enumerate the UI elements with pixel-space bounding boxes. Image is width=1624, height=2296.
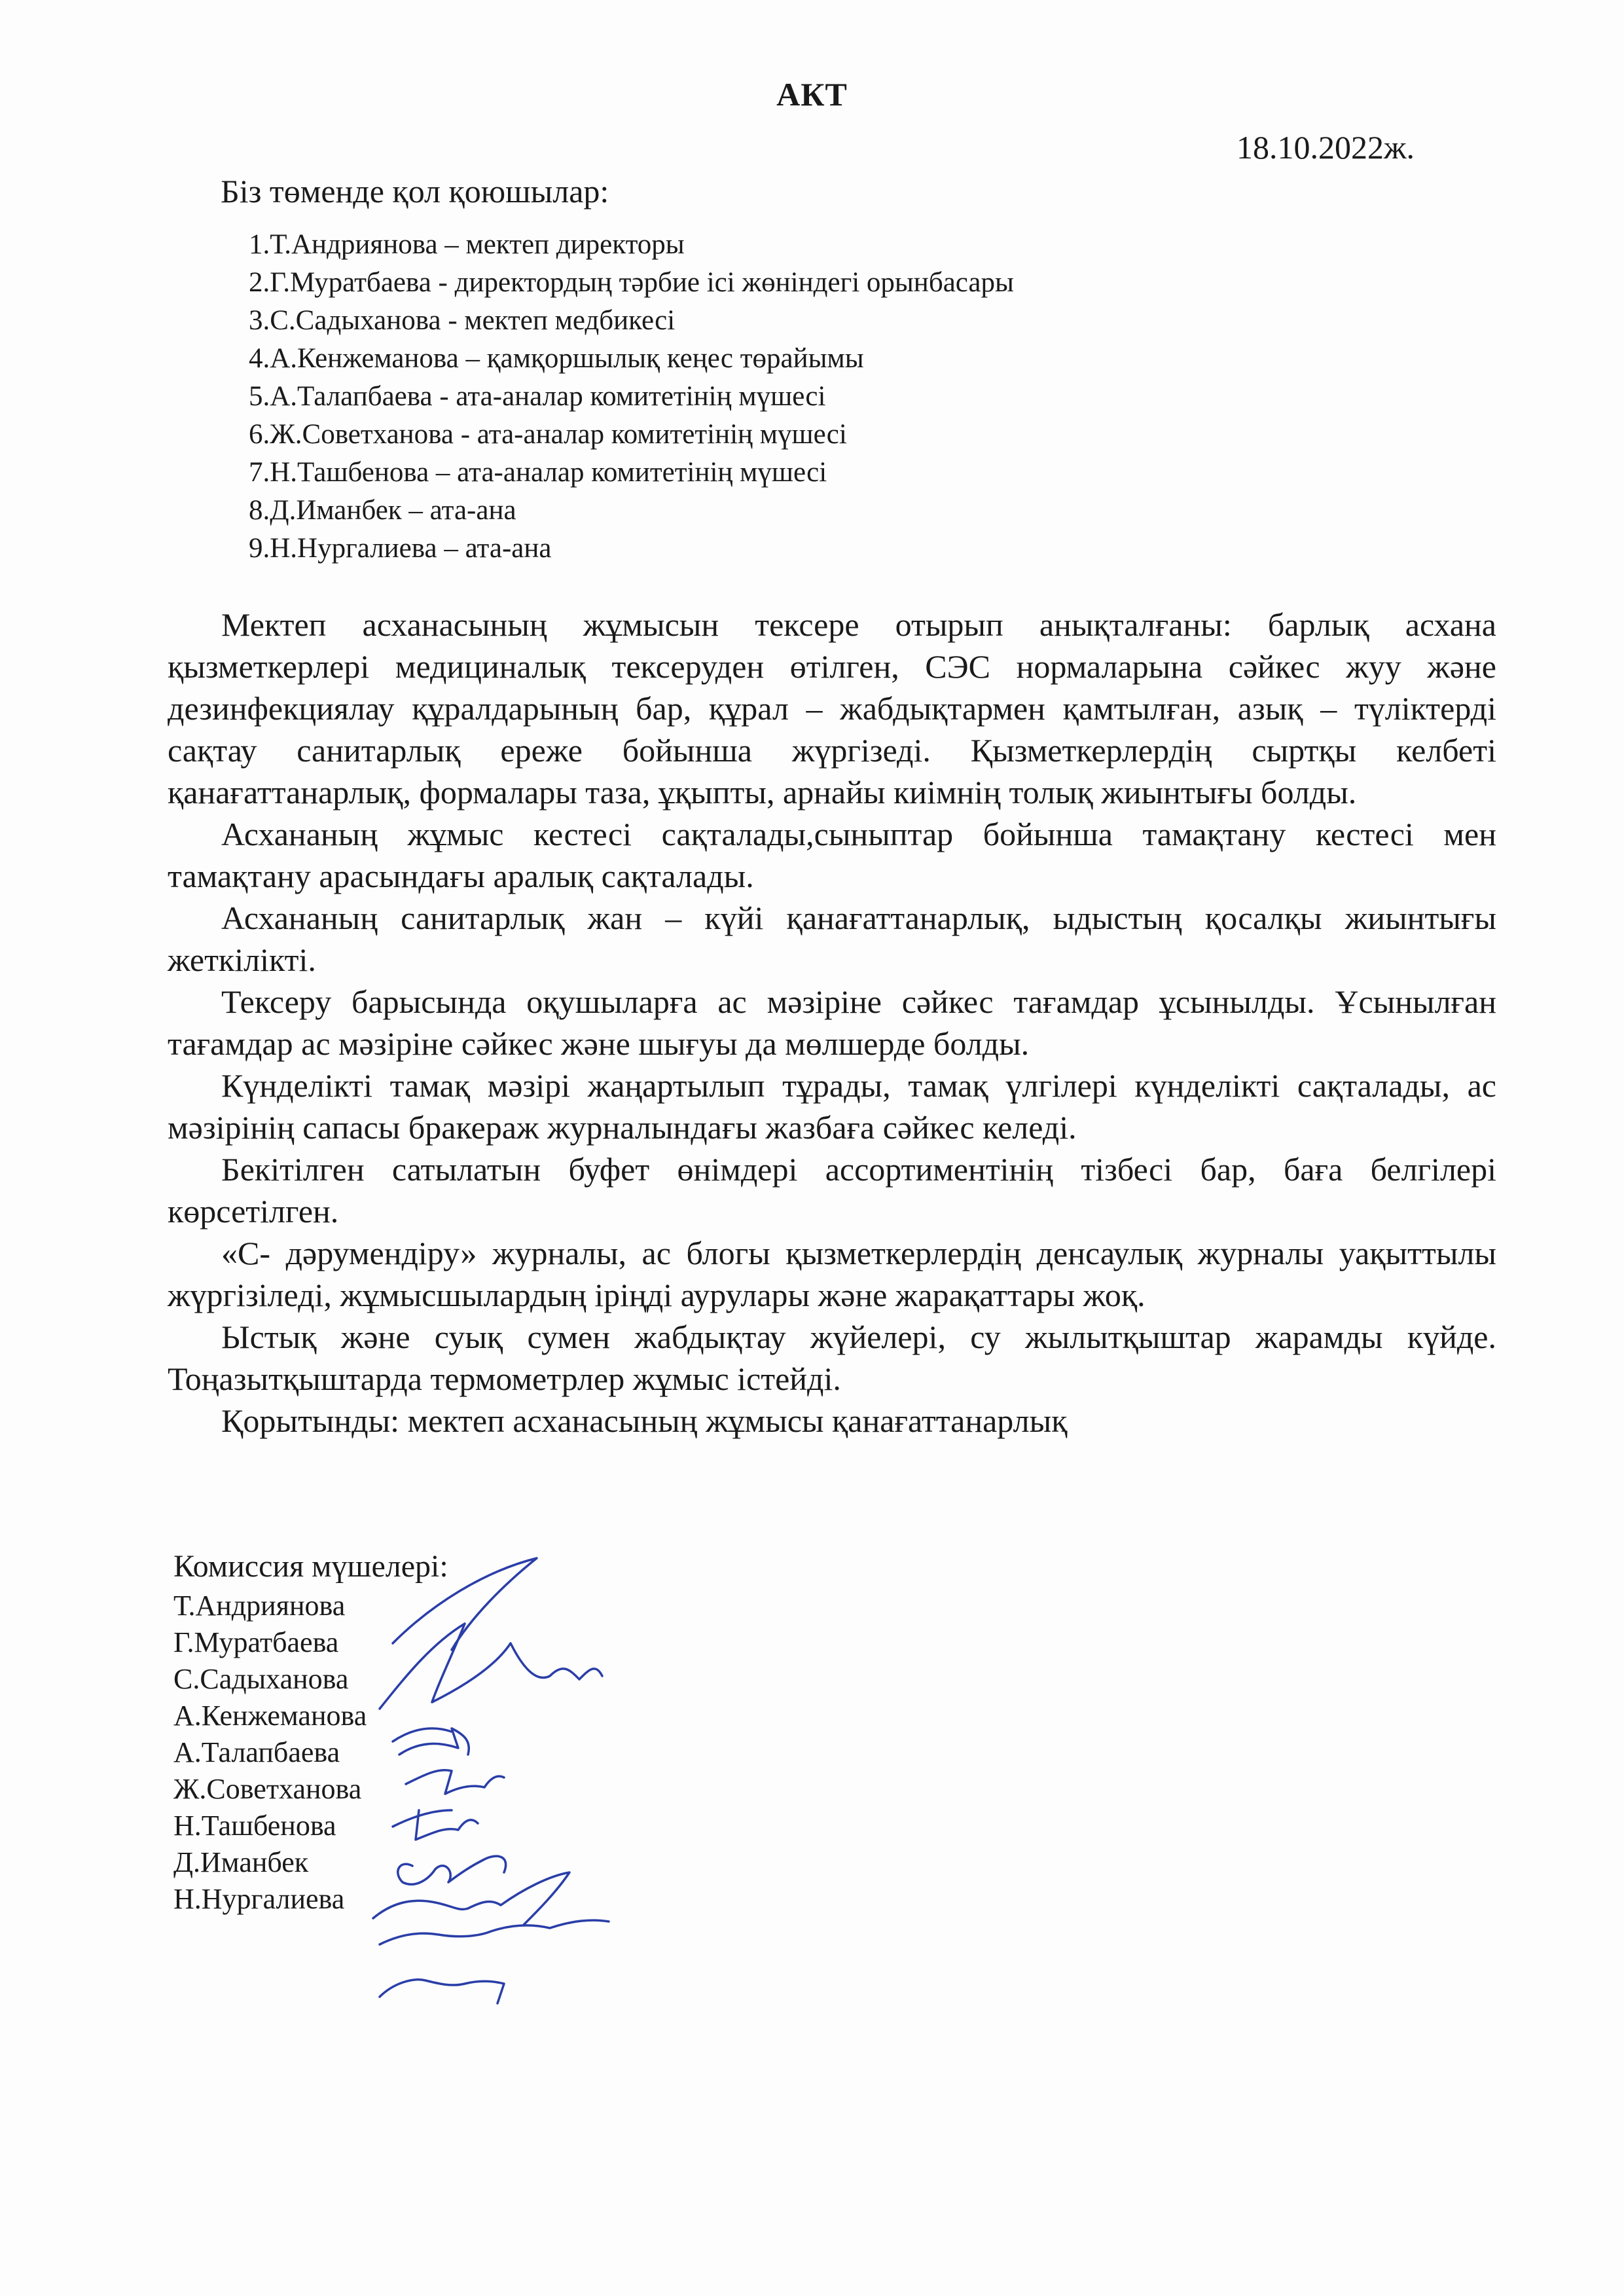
- commission-label: Комиссия мүшелері:: [173, 1549, 448, 1584]
- signature-1: [393, 1558, 537, 1650]
- document-title: АКТ: [776, 76, 848, 113]
- findings-paragraph: Асхананың санитарлық жан – күйі қанағаттанарлық, ыдыстың қосалқы жиынтығы жеткілікті.: [168, 900, 1496, 978]
- document-date: 18.10.2022ж.: [1236, 129, 1415, 166]
- commission-name: Г.Муратбаева: [173, 1626, 339, 1658]
- signature-3: [393, 1728, 469, 1755]
- findings-paragraph: «С- дәрумендіру» журналы, ас блогы қызметкерлердің денсаулық журналы уақыттылы жүргізіледі, жұмысшылардың іріңді аурулары және жарақаттары жоқ.: [168, 1235, 1496, 1313]
- intro-line: Біз төменде қол қоюшылар:: [221, 173, 609, 210]
- member-item: 8.Д.Иманбек – ата-ана: [249, 495, 516, 526]
- member-item: 9.Н.Нургалиева – ата-ана: [249, 533, 552, 564]
- signature-7: [373, 1872, 569, 1925]
- signature-9: [380, 1980, 504, 2003]
- members-list: [249, 226, 1014, 568]
- commission-name: А.Талапбаева: [173, 1736, 340, 1768]
- member-item: 2.Г.Муратбаева - директордың тәрбие ісі жөніндегі орынбасары: [249, 267, 1014, 298]
- member-item: 1.Т.Андриянова – мектеп директоры: [249, 229, 685, 260]
- conclusion-paragraph: Қорытынды: мектеп асханасының жұмысы қанағаттанарлық: [221, 1402, 1068, 1439]
- signatures-svg: [353, 1545, 628, 1964]
- findings-paragraph: Асхананың жұмыс кестесі сақталады,сыныптар бойынша тамақтану кестесі мен тамақтану арасындағы аралық сақталады.: [168, 816, 1496, 894]
- commission-name: С.Садыханова: [173, 1663, 349, 1695]
- member-item: 6.Ж.Советханова - ата-аналар комитетінің мүшесі: [249, 419, 847, 450]
- signature-2: [380, 1624, 602, 1709]
- signature-4: [406, 1770, 504, 1794]
- findings-paragraph: Күнделікті тамақ мәзірі жаңартылып тұрады, тамақ үлгілері күнделікті сақталады, ас мәзірінің сапасы бракераж журналындағы жазбаға сәйкес келеді.: [168, 1067, 1496, 1146]
- signature-6: [398, 1856, 506, 1884]
- findings-paragraph: Ыстық және суық сумен жабдықтау жүйелері, су жылытқыштар жарамды күйде. Тоңазытқыштарда термометрлер жұмыс істейді.: [168, 1319, 1496, 1397]
- member-item: 7.Н.Ташбенова – ата-аналар комитетінің мүшесі: [249, 457, 827, 488]
- member-item: 4.А.Кенжеманова – қамқоршылық кеңес төрайымы: [249, 343, 864, 374]
- commission-name: Д.Иманбек: [173, 1846, 309, 1878]
- commission-name: Т.Андриянова: [173, 1590, 346, 1622]
- signature-5: [393, 1810, 478, 1840]
- commission-name: Ж.Советханова: [173, 1773, 362, 1805]
- findings-paragraph: Мектеп асханасының жұмысын тексере отырып анықталғаны: барлық асхана қызметкерлері медициналық тексеруден өтілген, СЭС нормаларына сәйкес жуу және дезинфекциялау құралдарының бар, құрал – жабдықтармен қамтылған, азық – түліктерді сақтау санитарлық ереже бойынша жүргізеді. Қызметкерлердің сыртқы келбеті қанағаттанарлық, формалары таза, ұқыпты, арнайы киімнің толық жиынтығы болды.: [168, 606, 1496, 811]
- commission-name: Н.Нургалиева: [173, 1883, 345, 1915]
- member-item: 5.А.Талапбаева - ата-аналар комитетінің мүшесі: [249, 381, 826, 412]
- findings-paragraph: Бекітілген сатылатын буфет өнімдері ассортиментінің тізбесі бар, баға белгілері көрсетілген.: [168, 1151, 1496, 1230]
- findings-paragraph: Тексеру барысында оқушыларға ас мәзіріне сәйкес тағамдар ұсынылды. Ұсынылған тағамдар ас мәзіріне сәйкес және шығуы да мөлшерде болды.: [168, 983, 1496, 1062]
- commission-name: Н.Ташбенова: [173, 1810, 336, 1842]
- commission-name: А.Кенжеманова: [173, 1700, 367, 1732]
- signature-8: [380, 1920, 609, 1944]
- member-item: 3.С.Садыханова - мектеп медбикесі: [249, 305, 676, 336]
- signatures-area: [353, 1545, 628, 1964]
- findings-body: [168, 604, 1496, 1442]
